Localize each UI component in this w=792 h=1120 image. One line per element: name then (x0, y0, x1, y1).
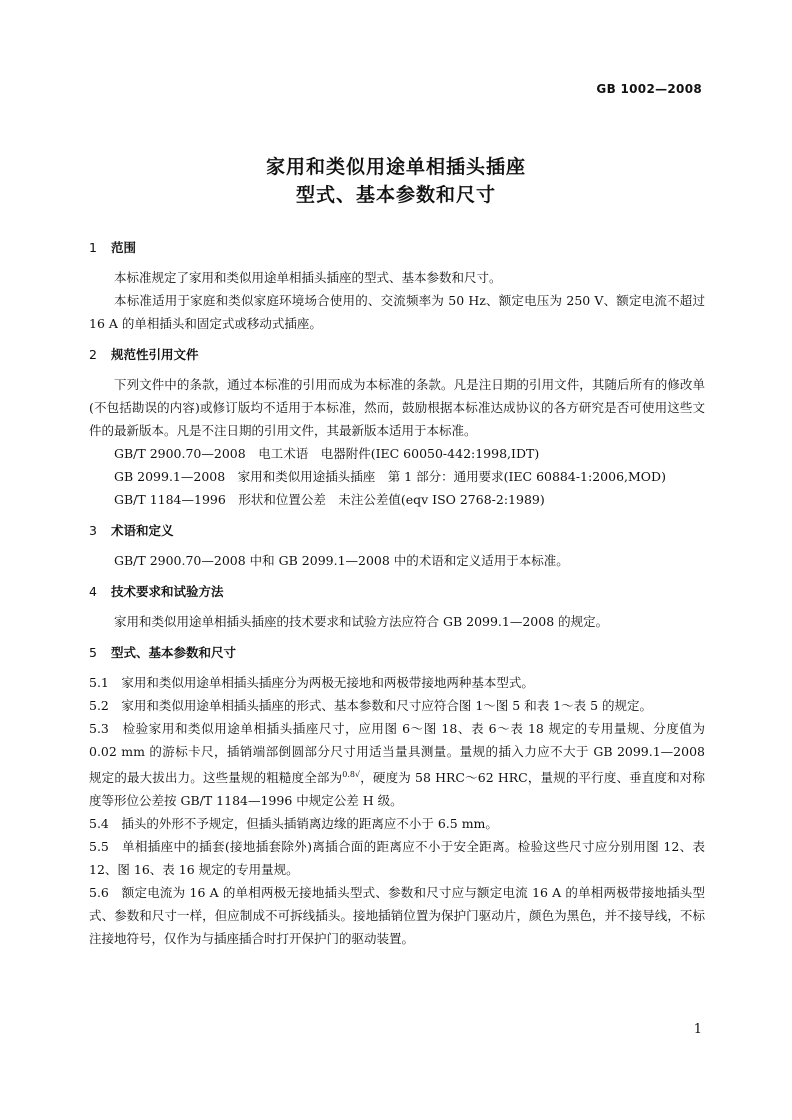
clause-5-4: 5.4 插头的外形不予规定，但插头插销离边缘的距离应不小于 6.5 mm。 (89, 816, 498, 832)
reference-item: GB/T 2900.70—2008 电工术语 电器附件(IEC 60050-442:1998,IDT) (114, 446, 540, 461)
document-body (89, 238, 705, 950)
section-number: 1 (89, 240, 97, 255)
clause-5-5: 5.5 单相插座中的插套(接地插套除外)离插合面的距离应不小于安全距离。检验这些尺寸应分别用图 12、表 12、图 16、表 16 规定的专用量规。 (89, 839, 705, 878)
section-heading-4 (89, 582, 705, 602)
paragraph: GB/T 2900.70—2008 中和 GB 2099.1—2008 中的术语和定义适用于本标准。 (114, 553, 569, 568)
reference-item: GB/T 1184—1996 形状和位置公差 未注公差值(eqv ISO 2768-2:1989) (114, 492, 545, 507)
section-title: 规范性引用文件 (111, 347, 199, 362)
paragraph: 下列文件中的条款，通过本标准的引用而成为本标准的条款。凡是注日期的引用文件，其随后所有的修改单(不包括勘误的内容)或修订版均不适用于本标准，然而，鼓励根据本标准达成协议的各方研究是否可使用这些文件的最新版本。凡是不注日期的引用文件，其最新版本适用于本标准。 (89, 377, 705, 438)
document-subtitle: 型式、基本参数和尺寸 (295, 184, 496, 206)
page-number: 1 (693, 1022, 702, 1037)
section-title: 技术要求和试验方法 (111, 584, 224, 599)
standard-code: GB 1002—2008 (596, 82, 702, 96)
section-title: 型式、基本参数和尺寸 (111, 645, 237, 660)
section-title: 范围 (111, 240, 137, 255)
paragraph: 家用和类似用途单相插头插座的技术要求和试验方法应符合 GB 2099.1—2008 的规定。 (114, 614, 609, 629)
section-heading-1 (89, 238, 705, 258)
reference-item: GB 2099.1—2008 家用和类似用途插头插座 第 1 部分：通用要求(IEC 60884-1:2006,MOD) (114, 469, 666, 484)
section-title: 术语和定义 (111, 523, 174, 538)
section-number: 4 (89, 584, 97, 599)
section-heading-2 (89, 345, 705, 365)
clause-5-1: 5.1 家用和类似用途单相插头插座分为两极无接地和两极带接地两种基本型式。 (89, 675, 534, 690)
clause-5-3 (89, 717, 705, 812)
section-heading-3 (89, 521, 705, 541)
section-number: 5 (89, 645, 97, 660)
section-number: 3 (89, 523, 97, 538)
paragraph: 本标准适用于家庭和类似家庭环境场合使用的、交流频率为 50 Hz、额定电压为 250 V、额定电流不超过 16 A 的单相插头和固定式或移动式插座。 (89, 293, 705, 331)
clause-5-6: 5.6 额定电流为 16 A 的单相两极无接地插头型式、参数和尺寸应与额定电流 16 A 的单相两极带接地插头型式、参数和尺寸一样，但应制成不可拆线插头。接地插销位置为保护门驱动片，颜色为黑色，并不接导线，不标注接地符号，仅作为与插座插合时打开保护门的驱动装置。 (89, 885, 705, 947)
section-heading-5 (89, 643, 705, 663)
section-number: 2 (89, 347, 97, 362)
paragraph: 本标准规定了家用和类似用途单相插头插座的型式、基本参数和尺寸。 (114, 270, 502, 285)
clause-5-2: 5.2 家用和类似用途单相插头插座的形式、基本参数和尺寸应符合图 1～图 5 和表 1～表 5 的规定。 (89, 698, 653, 713)
clause-text: 5.3 检验家用和类似用途单相插头插座尺寸，应用图 6～图 18、表 6～表 18 规定的专用量规、分度值为 0.02 mm 的游标卡尺，插销端部倒圆部分尺寸用适当量具测量。量规的插入力应不大于 GB 2099.1—2008 规定的最大拔出力。这些量规的粗糙度全部为 (89, 721, 705, 786)
roughness-symbol: 0.8√ (342, 770, 361, 779)
clause-text: ，硬度为 58 HRC～62 HRC，量规的平行度、垂直度和对称度等形位公差按 GB/T 1184—1996 中规定公差 H 级。 (89, 770, 705, 809)
document-title: 家用和类似用途单相插头插座 (265, 156, 526, 178)
